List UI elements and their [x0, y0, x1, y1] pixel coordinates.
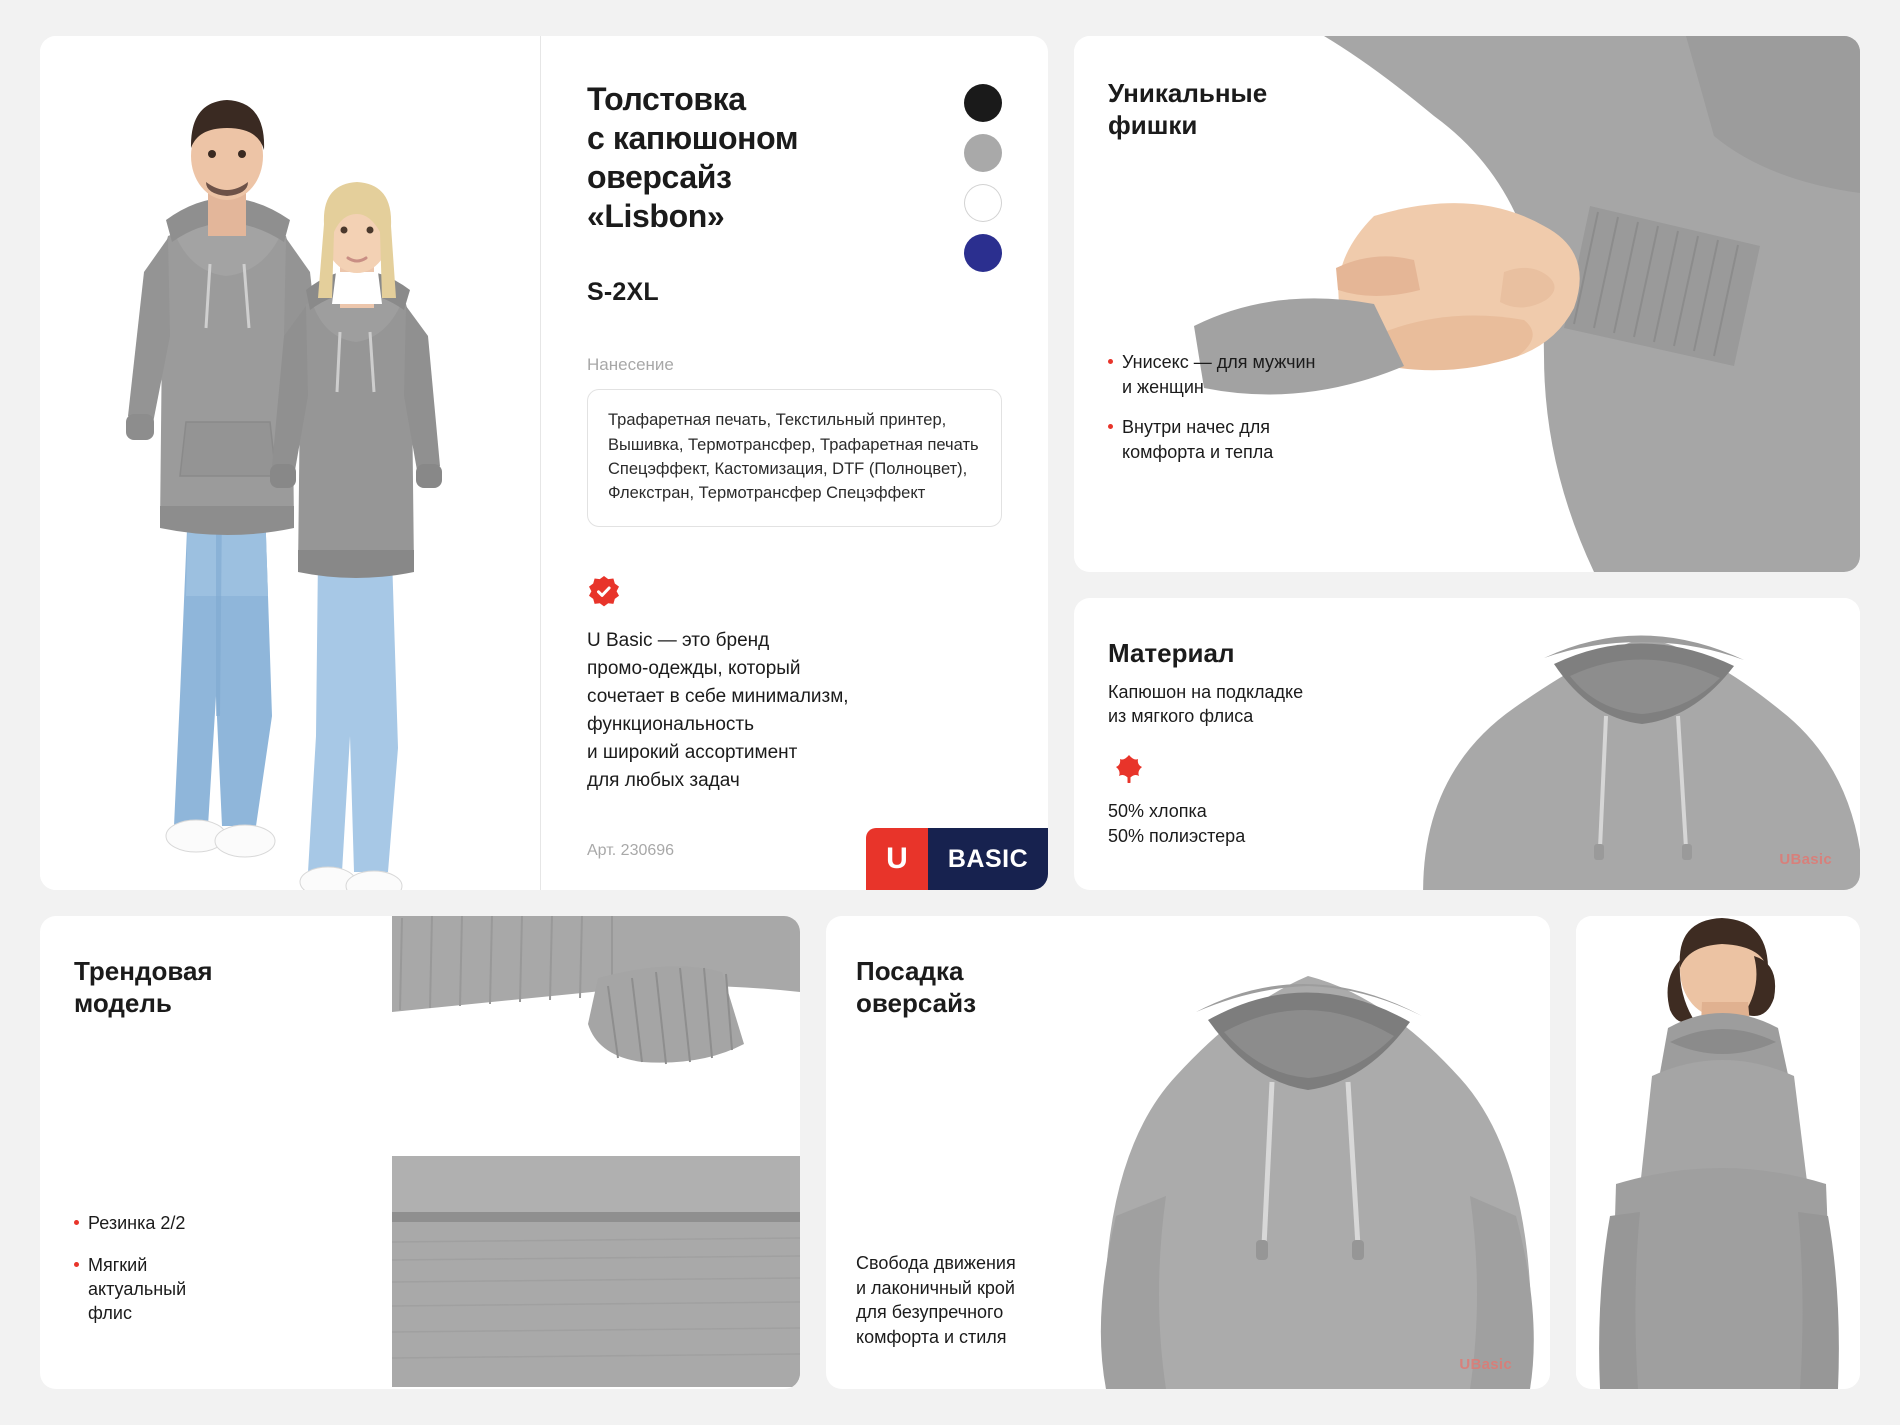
- oversize-fit-card: [826, 916, 1550, 1389]
- list-item: Внутри начес для комфорта и тепла: [1108, 415, 1315, 464]
- hoodie-front-photo: [1056, 916, 1550, 1389]
- swatch-white[interactable]: [964, 184, 1002, 222]
- print-methods-box: Трафаретная печать, Текстильный принтер, Вышивка, Термотрансфер, Трафаретная печать Спецэффект, Кастомизация, DTF (Полноцвет), Флекстран, Термотрансфер Спецэффект: [587, 389, 1002, 527]
- features-title: Уникальные фишки: [1108, 78, 1268, 140]
- quality-badge-icon: [587, 575, 621, 609]
- hood-detail-photo: [1394, 598, 1860, 890]
- unique-features-card: [1074, 36, 1860, 572]
- fit-title: Посадка оверсайз: [856, 956, 977, 1018]
- swatch-black[interactable]: [964, 84, 1002, 122]
- fit-text-block: [826, 916, 1104, 1389]
- product-info-pane: [541, 36, 1048, 890]
- models-photo: [40, 36, 540, 890]
- watermark: UBasic: [1459, 1356, 1512, 1373]
- material-title: Материал: [1108, 638, 1235, 668]
- material-composition-block: [1108, 753, 1245, 850]
- models-photo-pane: [40, 36, 541, 890]
- page-title: Толстовка с капюшоном оверсайз «Lisbon»: [587, 81, 799, 235]
- features-bullet-list: [1108, 350, 1315, 480]
- material-composition: 50% хлопка 50% полиэстера: [1108, 800, 1246, 847]
- list-item: Унисекс — для мужчин и женщин: [1108, 350, 1315, 399]
- trend-model-card: [40, 916, 800, 1389]
- logo-u-mark: U: [866, 828, 928, 890]
- top-row: [40, 36, 1860, 890]
- bottom-row: [40, 916, 1860, 1389]
- trend-photo-stack: [392, 916, 800, 1389]
- swatch-navy[interactable]: [964, 234, 1002, 272]
- list-item: Резинка 2/2: [74, 1211, 186, 1235]
- back-view-card: [1576, 916, 1860, 1389]
- cuff-closeup-photo: [392, 916, 800, 1150]
- cotton-icon: [1108, 753, 1150, 783]
- fit-description: Свобода движения и лаконичный крой для безупречного комфорта и стиля: [856, 1253, 1016, 1347]
- size-range: S-2XL: [587, 278, 659, 307]
- model-back-photo: [1576, 916, 1860, 1389]
- fleece-texture-photo: [392, 1150, 800, 1390]
- brand-description: U Basic — это бренд промо-одежды, который сочетает в себе минимализм, функциональность и широкий ассортимент для любых задач: [587, 629, 849, 792]
- trend-bullet-list: [74, 1211, 186, 1343]
- trend-title: Трендовая модель: [74, 956, 213, 1018]
- print-section-label: Нанесение: [587, 355, 674, 375]
- brand-block: [587, 575, 1002, 796]
- ubasic-logo: [866, 828, 1048, 890]
- article-number: Арт. 230696: [587, 842, 675, 859]
- main-product-card: [40, 36, 1048, 890]
- list-item: Мягкий актуальный флис: [74, 1253, 186, 1325]
- material-card: [1074, 598, 1860, 890]
- material-subtitle: Капюшон на подкладке из мягкого флиса: [1108, 681, 1304, 727]
- logo-basic-word: BASIC: [928, 828, 1048, 890]
- trend-text-block: [40, 916, 392, 1389]
- features-text-block: [1074, 36, 1474, 572]
- material-text-block: [1074, 598, 1434, 890]
- layout-grid: [40, 36, 1860, 1389]
- right-column: [1074, 36, 1860, 890]
- color-swatch-list: [964, 84, 1002, 272]
- swatch-grey[interactable]: [964, 134, 1002, 172]
- watermark: UBasic: [1779, 851, 1832, 868]
